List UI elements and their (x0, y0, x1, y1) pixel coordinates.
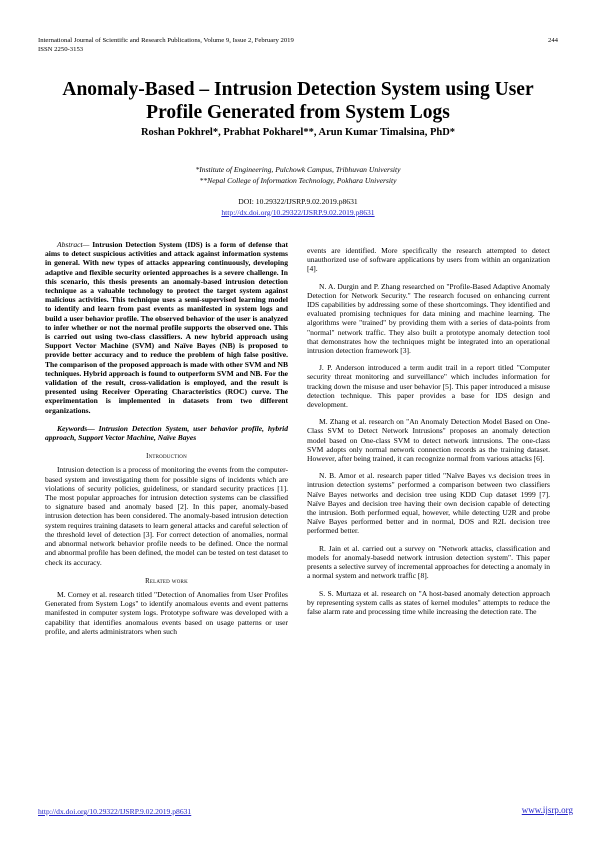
journal-info: International Journal of Scientific and Research Publications, Volume 9, Issue 2, February 2019 (38, 37, 294, 44)
right-paragraph: S. S. Murtaza et al. research on "A host-based anomaly detection approach by representing system calls as states of kernel modules" attempts to reduce the false alarm rate and processing time while increasing the detection rate. The (307, 588, 550, 616)
keywords: Keywords— Intrusion Detection System, user behavior profile, hybrid approach, Support Vector Machine, Naïve Bayes (45, 423, 288, 443)
affiliations (38, 164, 558, 186)
footer-site-link[interactable]: www.ijsrp.org (521, 805, 573, 815)
issn: ISSN 2250-3153 (38, 46, 84, 53)
footer-doi-link[interactable]: http://dx.doi.org/10.29322/IJSRP.9.02.2019.p8631 (38, 807, 192, 816)
right-paragraph: M. Zhang et al. research on "An Anomaly Detection Model Based on One-Class SVM to Detect Network Intrusions" proposes an anomaly detection model based on One-class SVM to detect network intrusions. The one-class SVM adopts only normal network connection records as the training dataset. However, after being trained, it can recognize normal from various attacks [6]. (307, 417, 550, 464)
journal-header (38, 36, 558, 54)
authors: Roshan Pokhrel*, Prabhat Pokharel**, Arun Kumar Timalsina, PhD* (140, 127, 456, 138)
right-paragraph: N. A. Durgin and P. Zhang researched on "Profile-Based Adaptive Anomaly Detection for Network Security." The research focused on enhancing current IDS capabilities by addressing some of these shortcomings. They identified and evaluated promising techniques for data mining and machine learning. The algorithms were "trained" by providing them with a series of data-points from "normal" network traffic. They also built a prototype anomaly detection tool that demonstrates how the techniques might be integrated into an operational intrusion detection framework [3]. (307, 281, 550, 356)
right-column (307, 246, 550, 616)
right-paragraph: R. Jain et al. carried out a survey on "Network attacks, classification and models for anomaly-basedd network intrusion detection system". This paper presents a selective survey of incremental approaches for detecting a anomaly in a normal system and network traffic [8]. (307, 543, 550, 581)
abstract-text: Intrusion Detection System (IDS) is a form of defense that aims to detect suspicious activities and attack against information systems in general. With new types of attacks appearing continuously, developing adaptive and flexible security oriented approaches is a severe challenge. In this scenario, this thesis presents an anomaly-based intrusion detection technique as a valuable technology to protect the target system against malicious activities. This technique uses a semi-supervised learning model to identify and learn from past events as manifested in system logs and build a user behavior profile. The observed behavior of the user is analyzed to infer whether or not the normal profile supports the observed one. This is carried out using two-class classifiers. A new hybrid approach using Support Vector Machine (SVM) and Naïve Bayes (NB) is proposed to provide better accuracy and to reduce the problem of high false positive. The comparison of the proposed approach is made with other SVM and NB techniques. Hybrid approach is found to outperform SVM and NB. For the validation of the result, cross-validation is employed, and the result is presented using Receiver Operating Characteristics (ROC) curve. The experimentation is implemented in datasets from two different organizations. (45, 240, 288, 415)
abstract-label: Abstract— (57, 240, 90, 249)
right-paragraph: J. P. Anderson introduced a term audit trail in a report titled "Computer security threat monitoring and surveillance" which includes information for tracking down the misuse and user behavior [5]. This paper introduced a misuse detection technique. This paper provides a base for IDS design and development. (307, 363, 550, 410)
affiliation-2: **Nepal College of Information Technology, Pokhara University (199, 176, 397, 185)
related-work-text: M. Corney et al. research titled "Detection of Anomalies from User Profiles Generated from System Logs" to identify anomalous events and event patterns manifested in computer system logs. Prototype software was developed with a capability that identifies anomalous events based on usage patterns or user profile, and alerts administrators when such (45, 589, 288, 636)
affiliation-1: *Institute of Engineering, Pulchowk Campus, Tribhuvan University (195, 165, 401, 174)
left-column (45, 240, 288, 636)
doi-block (38, 197, 558, 218)
right-paragraph: N. B. Amor et al. research paper titled "Naïve Bayes v.s decision trees in intrusion detection systems" performed a comparison between two classifiers Naïve Bayes networks and decision tree using KDD Cup dataset 1999 [7]. Naïve Bayes and decision tree having their own decision capable of detecting the intrusion. Both performed equal, however, while detecting U2R and probe Naïve Bayes performed better and in normal, DOS and R2L decision tree performed better. (307, 471, 550, 536)
related-work-heading: Related work (145, 577, 188, 585)
paper-title: Anomaly-Based – Intrusion Detection System using User Profile Generated from System Logs (62, 79, 534, 123)
introduction-text: Intrusion detection is a process of monitoring the events from the computer-based system and investigating them for possible signs of incidents which are violations of security policies, guideliness, or standard security practices [1]. The most popular approaches for intrusion detection systems can be classified to signature based and anomaly based [2]. In this paper, anomaly-based intrusion detection has been considered. The anomaly-based intrusion detection system requires training datasets to learn general attacks and careful selection of the threshold level of detection [3]. For correct detection of anomalies, normal and abnormal network behavior profile needs to be defined. Once the normal and abnormal profile has been defined, the model can be tested on test dataset to check its accuracy. (45, 465, 288, 567)
abstract (45, 240, 288, 415)
introduction-heading: Introduction (146, 453, 187, 461)
right-paragraph: events are identified. More specifically the research attempted to detect unauthorized use of software applications by users from within an organization [4]. (307, 246, 550, 274)
doi-link[interactable]: http://dx.doi.org/10.29322/IJSRP.9.02.2019.p8631 (221, 207, 375, 217)
doi-text: DOI: 10.29322/IJSRP.9.02.2019.p8631 (238, 197, 358, 206)
page-number: 244 (547, 37, 558, 44)
